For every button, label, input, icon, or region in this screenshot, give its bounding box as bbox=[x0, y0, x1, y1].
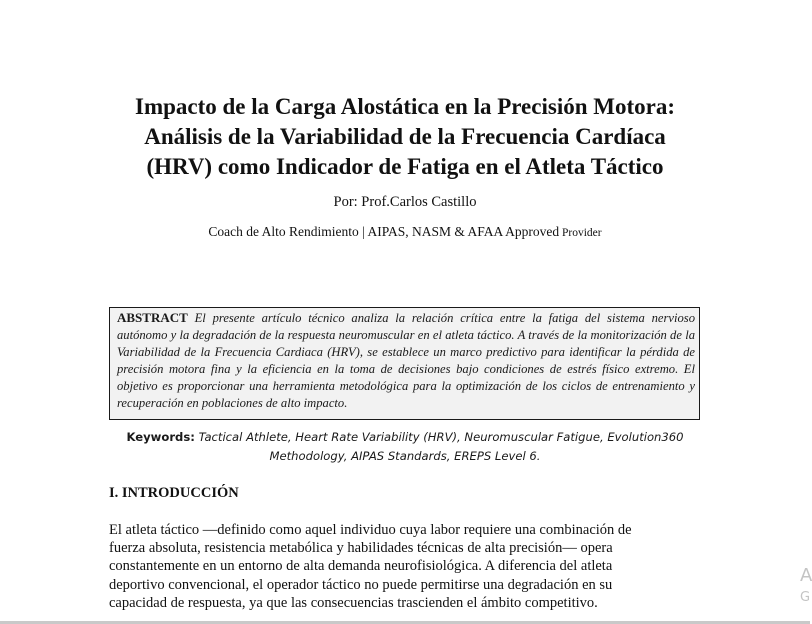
paragraph-line: fuerza absoluta, resistencia metabólica y habilidades técnicas de alta precisión— opera bbox=[109, 540, 613, 557]
watermark-line: A bbox=[800, 565, 812, 586]
author-line: Por: Prof.Carlos Castillo bbox=[333, 194, 477, 210]
paragraph-line: El atleta táctico —definido como aquel individuo cuya labor requiere una combinación de bbox=[109, 522, 632, 538]
paragraph-line: capacidad de respuesta, ya que las consecuencias trascienden el ámbito competitivo. bbox=[109, 594, 598, 611]
abstract-box bbox=[109, 307, 700, 420]
paragraph-line: deportivo convencional, el operador táctico no puede permitirse una degradación en su bbox=[109, 576, 613, 593]
affiliation-small: Provider bbox=[559, 227, 602, 239]
paragraph-line: constantemente en un entorno de alta demanda neurofisiológica. A diferencia del atleta bbox=[109, 558, 613, 575]
abstract-text: El presente artículo técnico analiza la relación crítica entre la fatiga del sistema nervioso autónomo y la degradación de la respuesta neuromuscular en el atleta táctico. A través de la monitorización de la Variabilidad de la Frecuencia Cardiaca (HRV), se establece un marco predictivo para identificar la pérdida de precisión motora fina y la eficiencia en la toma de decisiones bajo condiciones de estrés físico extremo. El objetivo es proporcionar una herramienta metodológica para la optimización de los ciclos de entrenamiento y recuperación en poblaciones de alto impacto. bbox=[117, 311, 695, 410]
title-line: Impacto de la Carga Alostática en la Precisión Motora: bbox=[135, 94, 675, 119]
keywords-list-continued: Methodology, AIPAS Standards, EREPS Level 6. bbox=[269, 449, 541, 463]
watermark-line: G bbox=[800, 590, 811, 605]
title-line: (HRV) como Indicador de Fatiga en el Atleta Táctico bbox=[146, 154, 664, 179]
section-heading: I. INTRODUCCIÓN bbox=[109, 485, 239, 501]
activation-watermark bbox=[800, 565, 812, 609]
affiliation-line bbox=[0, 224, 810, 240]
affiliation-main: Coach de Alto Rendimiento | AIPAS, NASM & AFAA Approved bbox=[208, 224, 560, 239]
title-line: Análisis de la Variabilidad de la Frecuencia Cardíaca bbox=[144, 124, 666, 149]
intro-paragraph bbox=[109, 521, 719, 612]
keywords bbox=[110, 428, 700, 466]
abstract-label: ABSTRACT bbox=[117, 310, 188, 325]
keywords-label: Keywords: bbox=[126, 430, 195, 444]
paper-title bbox=[60, 92, 750, 182]
keywords-list: Tactical Athlete, Heart Rate Variability (HRV), Neuromuscular Fatigue, Evolution360 bbox=[194, 430, 684, 444]
